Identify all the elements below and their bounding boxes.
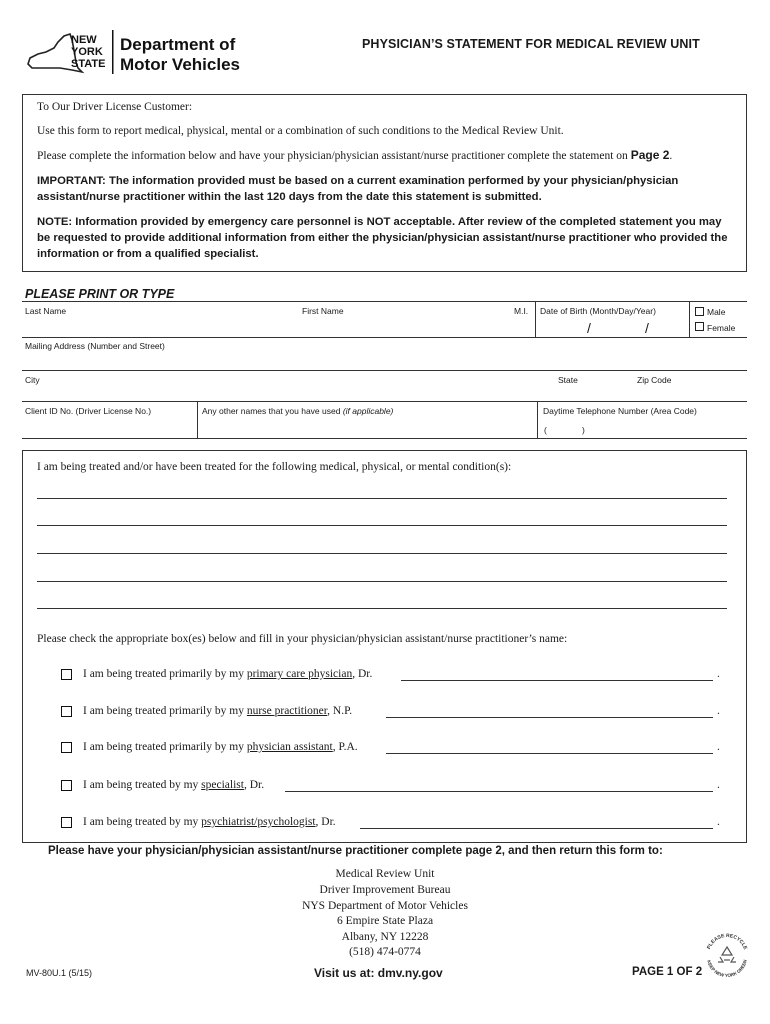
return-instruction: Please have your physician/physician assistant/nurse practitioner complete page 2, and then return this form to: xyxy=(48,845,663,857)
recycle-top-text: PLEASE RECYCLE xyxy=(706,932,749,951)
nurse-practitioner-name-line[interactable] xyxy=(386,717,713,718)
mailing-address-label: Mailing Address (Number and Street) xyxy=(25,341,165,351)
form-number: MV-80U.1 (5/15) xyxy=(26,968,93,978)
dob-sep-2: / xyxy=(645,320,649,336)
primary-care-name-line[interactable] xyxy=(401,680,713,681)
condition-line-4[interactable] xyxy=(37,581,727,582)
conditions-intro: I am being treated and/or have been treated for the following medical, physical, or mental condition(s): xyxy=(37,461,512,473)
condition-line-1[interactable] xyxy=(37,498,727,499)
logo-mv: Motor Vehicles xyxy=(120,55,240,74)
page-number: PAGE 1 OF 2 xyxy=(632,966,703,978)
intro-line1: Use this form to report medical, physical, mental or a combination of such conditions to the Medical Review Unit. xyxy=(37,125,564,137)
physician-assistant-name-line[interactable] xyxy=(386,753,713,754)
logo-dept: Department of xyxy=(120,35,236,54)
client-id-label: Client ID No. (Driver License No.) xyxy=(25,406,152,416)
address-line-1: Medical Review Unit xyxy=(335,868,435,880)
option-nurse-practitioner: I am being treated primarily by my nurse practitioner, N.P. xyxy=(83,705,353,717)
nurse-practitioner-checkbox[interactable] xyxy=(61,706,72,717)
phone-close-paren: ) xyxy=(582,425,585,435)
intro-box xyxy=(22,94,747,272)
period: . xyxy=(717,779,720,791)
female-label: Female xyxy=(707,323,736,333)
recycle-bottom-text: KEEP NEW YORK GREEN xyxy=(706,959,748,979)
physician-assistant-checkbox[interactable] xyxy=(61,742,72,753)
city-label: City xyxy=(25,375,40,385)
option-psychiatrist: I am being treated by my psychiatrist/psychologist, Dr. xyxy=(83,816,336,828)
period: . xyxy=(717,816,720,828)
intro-greeting: To Our Driver License Customer: xyxy=(37,101,193,113)
option-physician-assistant: I am being treated primarily by my physician assistant, P.A. xyxy=(83,741,358,753)
zip-label: Zip Code xyxy=(637,375,672,385)
condition-line-3[interactable] xyxy=(37,553,727,554)
intro-line2: Please complete the information below and have your physician/physician assistant/nurse practitioner complete the statement on Page 2. xyxy=(37,148,673,162)
conditions-box xyxy=(22,450,747,843)
female-checkbox[interactable] xyxy=(695,322,704,331)
male-label: Male xyxy=(707,307,726,317)
svg-text:KEEP NEW YORK GREEN xyxy=(706,959,747,978)
form-title: PHYSICIAN’S STATEMENT FOR MEDICAL REVIEW UNIT xyxy=(362,37,700,51)
specialist-checkbox[interactable] xyxy=(61,780,72,791)
print-or-type-title: PLEASE PRINT OR TYPE xyxy=(25,287,175,301)
dob-sep-1: / xyxy=(587,320,591,336)
other-names-label: Any other names that you have used (if applicable) xyxy=(202,406,394,416)
nys-dmv-logo xyxy=(24,28,254,78)
visit-website: Visit us at: dmv.ny.gov xyxy=(314,966,443,980)
period: . xyxy=(717,705,720,717)
address-line-2: Driver Improvement Bureau xyxy=(319,884,451,896)
period: . xyxy=(717,741,720,753)
address-line-3: NYS Department of Motor Vehicles xyxy=(302,900,468,912)
condition-line-5[interactable] xyxy=(37,608,727,609)
address-line-6: (518) 474-0774 xyxy=(349,946,421,958)
logo-state: STATE xyxy=(71,58,106,70)
last-name-label: Last Name xyxy=(25,306,67,316)
male-checkbox[interactable] xyxy=(695,307,704,316)
logo-york: YORK xyxy=(71,46,103,58)
intro-note: NOTE: Information provided by emergency care personnel is NOT acceptable. After review of the completed statement you may be requested to provide additional information from either the physician/physician assistant/nurse practitioner who provided the information or from a qualified specialist. xyxy=(37,216,728,260)
phone-open-paren: ( xyxy=(544,425,547,435)
check-instruction: Please check the appropriate box(es) below and fill in your physician/physician assistant/nurse practitioner’s name: xyxy=(37,633,568,645)
dob-label: Date of Birth (Month/Day/Year) xyxy=(540,306,656,316)
state-label: State xyxy=(558,375,578,385)
option-primary-care: I am being treated primarily by my primary care physician, Dr. xyxy=(83,668,373,680)
address-line-4: 6 Empire State Plaza xyxy=(336,915,434,927)
psychiatrist-checkbox[interactable] xyxy=(61,817,72,828)
intro-important: IMPORTANT: The information provided must be based on a current examination performed by your physician/physician assistant/nurse practitioner within the last 120 days from the date this statement is submitted. xyxy=(37,175,679,203)
specialist-name-line[interactable] xyxy=(285,791,713,792)
primary-care-checkbox[interactable] xyxy=(61,669,72,680)
svg-text:PLEASE RECYCLE xyxy=(706,933,748,951)
phone-label: Daytime Telephone Number (Area Code) xyxy=(543,406,697,416)
psychiatrist-name-line[interactable] xyxy=(360,828,713,829)
period: . xyxy=(717,668,720,680)
address-line-5: Albany, NY 12228 xyxy=(341,931,429,943)
recycle-seal-icon xyxy=(702,930,752,980)
option-specialist: I am being treated by my specialist, Dr. xyxy=(83,779,265,791)
first-name-label: First Name xyxy=(302,306,344,316)
mi-label: M.I. xyxy=(514,306,529,316)
logo-new: NEW xyxy=(71,34,97,46)
condition-line-2[interactable] xyxy=(37,525,727,526)
